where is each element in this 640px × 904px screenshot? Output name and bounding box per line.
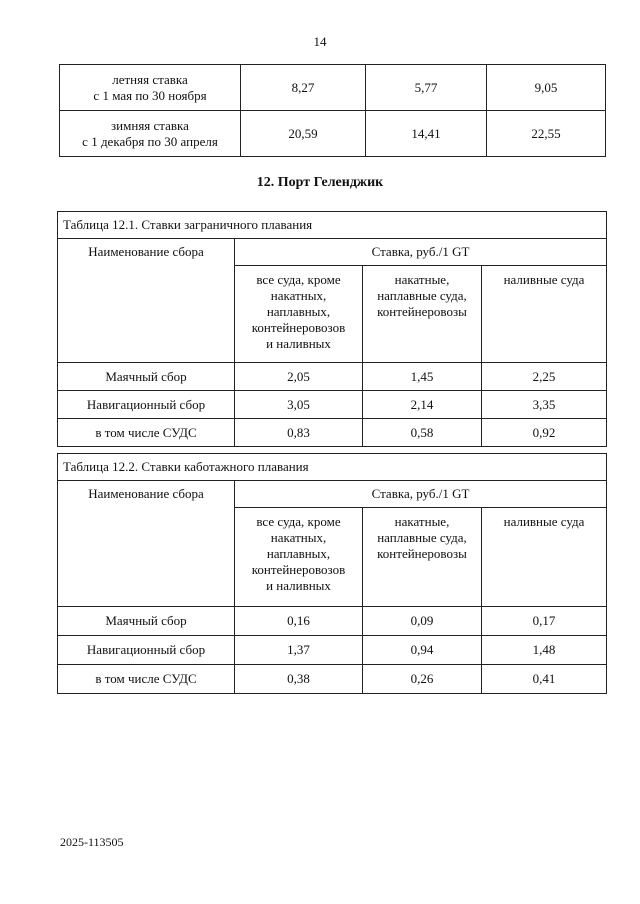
column-header: наливные суда	[482, 508, 607, 607]
rate-value: 3,05	[235, 391, 363, 419]
table-row	[58, 391, 607, 419]
continued-rates-table	[59, 64, 606, 157]
rate-header: Ставка, руб./1 GT	[235, 481, 607, 508]
rate-value: 0,38	[235, 665, 363, 694]
rate-value: 22,55	[487, 111, 606, 157]
document-number: 2025-113505	[60, 835, 124, 849]
rate-value: 0,83	[235, 419, 363, 447]
column-header: все суда, кроме накатных, наплавных, контейнеровозов и наливных	[235, 266, 363, 363]
fee-name: Маячный сбор	[58, 607, 235, 636]
table-row	[58, 636, 607, 665]
rate-value: 14,41	[366, 111, 487, 157]
rate-value: 2,25	[482, 363, 607, 391]
table-caption: Таблица 12.1. Ставки заграничного плавания	[58, 212, 607, 239]
fee-name: Навигационный сбор	[58, 636, 235, 665]
rate-value: 1,45	[363, 363, 482, 391]
rate-value: 0,41	[482, 665, 607, 694]
table-row	[60, 111, 606, 157]
table-caption: Таблица 12.2. Ставки каботажного плавания	[58, 454, 607, 481]
table-row	[60, 65, 606, 111]
rate-value: 2,14	[363, 391, 482, 419]
rate-value: 0,26	[363, 665, 482, 694]
rate-value: 5,77	[366, 65, 487, 111]
rate-value: 3,35	[482, 391, 607, 419]
rate-value: 1,37	[235, 636, 363, 665]
season-label: летняя ставка с 1 мая по 30 ноября	[60, 65, 241, 111]
column-header: наливные суда	[482, 266, 607, 363]
column-header: все суда, кроме накатных, наплавных, контейнеровозов и наливных	[235, 508, 363, 607]
cabotage-rates-table	[57, 453, 607, 694]
fee-name: Маячный сбор	[58, 363, 235, 391]
table-row	[58, 419, 607, 447]
rate-value: 8,27	[241, 65, 366, 111]
fee-name: в том числе СУДС	[58, 419, 235, 447]
section-heading: 12. Порт Геленджик	[256, 175, 384, 190]
fee-name: в том числе СУДС	[58, 665, 235, 694]
page-number: 14	[313, 34, 327, 49]
rate-value: 2,05	[235, 363, 363, 391]
table-row	[58, 665, 607, 694]
rate-value: 0,17	[482, 607, 607, 636]
fee-name-header: Наименование сбора	[58, 239, 235, 363]
table-row	[58, 363, 607, 391]
rate-value: 1,48	[482, 636, 607, 665]
fee-name: Навигационный сбор	[58, 391, 235, 419]
rate-value: 0,16	[235, 607, 363, 636]
rate-value: 20,59	[241, 111, 366, 157]
season-label: зимняя ставка с 1 декабря по 30 апреля	[60, 111, 241, 157]
column-header: накатные, наплавные суда, контейнеровозы	[363, 266, 482, 363]
rate-value: 0,92	[482, 419, 607, 447]
rate-value: 0,94	[363, 636, 482, 665]
rate-header: Ставка, руб./1 GT	[235, 239, 607, 266]
table-row	[58, 607, 607, 636]
foreign-navigation-rates-table	[57, 211, 607, 447]
column-header: накатные, наплавные суда, контейнеровозы	[363, 508, 482, 607]
rate-value: 0,09	[363, 607, 482, 636]
fee-name-header: Наименование сбора	[58, 481, 235, 607]
rate-value: 9,05	[487, 65, 606, 111]
rate-value: 0,58	[363, 419, 482, 447]
